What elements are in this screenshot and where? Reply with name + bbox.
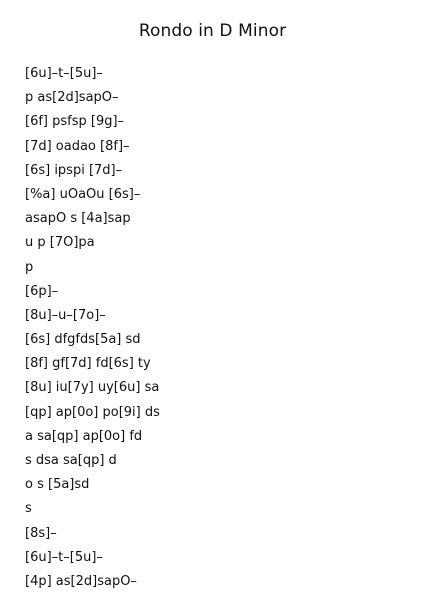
note-line: p as[2d]sapO– xyxy=(25,90,119,106)
note-line: [8f] gf[7d] fd[6s] ty xyxy=(25,356,151,372)
note-line: u p [7O]pa xyxy=(25,235,95,251)
note-line: [4p] as[2d]sapO– xyxy=(25,573,137,589)
note-line: o s [5a]sd xyxy=(25,477,90,493)
note-sheet xyxy=(25,62,405,594)
note-line: asapO s [4a]sap xyxy=(25,211,131,227)
note-line: p xyxy=(25,259,34,275)
note-line: a sa[qp] ap[0o] fd xyxy=(25,428,143,444)
note-line: [8u] iu[7y] uy[6u] sa xyxy=(25,380,160,396)
note-line: [8u]–u–[7o]– xyxy=(25,307,106,323)
note-line: [8s]– xyxy=(25,525,57,541)
note-line: [6f] psfsp [9g]– xyxy=(25,114,125,130)
note-line: s xyxy=(25,501,32,517)
note-line: [7d] oadao [8f]– xyxy=(25,138,130,154)
note-line: s dsa sa[qp] d xyxy=(25,453,117,468)
note-line: [qp] ap[0o] po[9i] ds xyxy=(25,404,160,420)
note-line: [6u]–t–[5u]– xyxy=(25,549,103,565)
note-line: [6s] dfgfds[5a] sd xyxy=(25,332,141,348)
note-line: [%a] uOaOu [6s]– xyxy=(25,186,141,202)
note-line: [6s] ipspi [7d]– xyxy=(25,162,123,178)
note-line: [6p]– xyxy=(25,283,59,299)
note-line: [6u]–t–[5u]– xyxy=(25,66,103,81)
page-title: Rondo in D Minor xyxy=(138,21,287,41)
